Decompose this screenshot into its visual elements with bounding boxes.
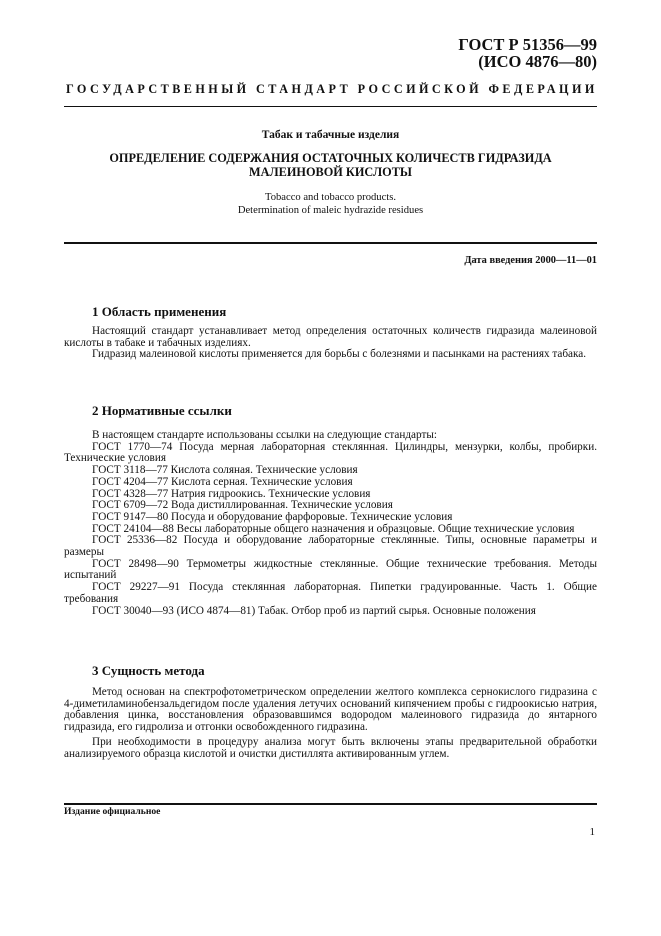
title-divider xyxy=(64,242,597,244)
reference-item: ГОСТ 6709—72 Вода дистиллированная. Технические условия xyxy=(92,499,393,512)
introduction-date: Дата введения 2000—11—01 xyxy=(464,255,597,266)
header-divider xyxy=(64,106,597,107)
title-english xyxy=(64,192,597,217)
section-method-body xyxy=(64,687,597,760)
section-heading-method: 3 Сущность метода xyxy=(92,663,205,678)
title-english-line1: Tobacco and tobacco products. xyxy=(264,192,397,203)
reference-item: ГОСТ 24104—88 Весы лабораторные общего назначения и образцовые. Общие технические условия xyxy=(92,522,575,535)
section-heading-scope: 1 Область применения xyxy=(92,304,227,319)
title-main: ОПРЕДЕЛЕНИЕ СОДЕРЖАНИЯ ОСТАТОЧНЫХ КОЛИЧЕСТВ ГИДРАЗИДА МАЛЕИНОВОЙ КИСЛОТЫ xyxy=(109,151,552,179)
standard-code-line2: (ИСО 4876—80) xyxy=(478,52,597,71)
paragraph: Настоящий стандарт устанавливает метод определения остаточных количеств гидразида малеиновой кислоты в табаке и табачных изделиях. xyxy=(64,325,597,349)
reference-item: ГОСТ 4204—77 Кислота серная. Технические условия xyxy=(92,475,353,488)
title-english-line2: Determination of maleic hydrazide residues xyxy=(237,204,424,216)
page-number: 1 xyxy=(589,826,595,838)
reference-item: ГОСТ 28498—90 Термометры жидкостные стеклянные. Общие технические требования. Методы испытаний xyxy=(64,557,597,582)
state-standard-heading: ГОСУДАРСТВЕННЫЙ СТАНДАРТ РОССИЙСКОЙ ФЕДЕРАЦИИ xyxy=(66,82,598,96)
reference-item: ГОСТ 29227—91 Посуда стеклянная лабораторная. Пипетки градуированные. Часть 1. Общие требования xyxy=(64,581,597,605)
footer-divider xyxy=(64,803,597,805)
reference-item: ГОСТ 9147—80 Посуда и оборудование фарфоровые. Технические условия xyxy=(92,510,453,523)
edition-note: Издание официальное xyxy=(64,806,161,817)
paragraph: Метод основан на спектрофотометрическом определении желтого комплекса сернокислого гидразина с 4-диметиламинобензальдегидом после удаления летучих оснований кипячением пробы с гидроокисью натрия, добавления цинка, восстановления образовавшимся водородом малеинового гидразида до янтарного гидразида, его гидролиза и отгонки освобожденного гидразина. xyxy=(64,686,597,734)
reference-item: ГОСТ 25336—82 Посуда и оборудование лабораторные стеклянные. Типы, основные параметры и размеры xyxy=(64,534,597,559)
section-heading-references: 2 Нормативные ссылки xyxy=(92,403,232,418)
section-references-body xyxy=(64,430,597,617)
paragraph: В настоящем стандарте использованы ссылки на следующие стандарты: xyxy=(92,429,437,441)
title-category: Табак и табачные изделия xyxy=(261,129,400,141)
paragraph: При необходимости в процедуру анализа могут быть включены этапы предварительной обработки анализируемого образца кислотой и очистки дистиллята активированным углем. xyxy=(64,735,597,760)
section-scope-body xyxy=(64,326,597,361)
paragraph: Гидразид малеиновой кислоты применяется для борьбы с болезнями и пасынками на растениях табака. xyxy=(92,348,587,361)
reference-item: ГОСТ 3118—77 Кислота соляная. Технические условия xyxy=(92,464,358,477)
reference-item: ГОСТ 4328—77 Натрия гидроокись. Технические условия xyxy=(92,487,371,500)
standard-code-line1: ГОСТ Р 51356—99 xyxy=(458,35,597,54)
reference-item: ГОСТ 30040—93 (ИСО 4874—81) Табак. Отбор проб из партий сырья. Основные положения xyxy=(92,604,536,617)
reference-item: ГОСТ 1770—74 Посуда мерная лабораторная стеклянная. Цилиндры, мензурки, колбы, пробирки. Технические условия xyxy=(64,440,597,465)
standard-code xyxy=(458,36,597,70)
